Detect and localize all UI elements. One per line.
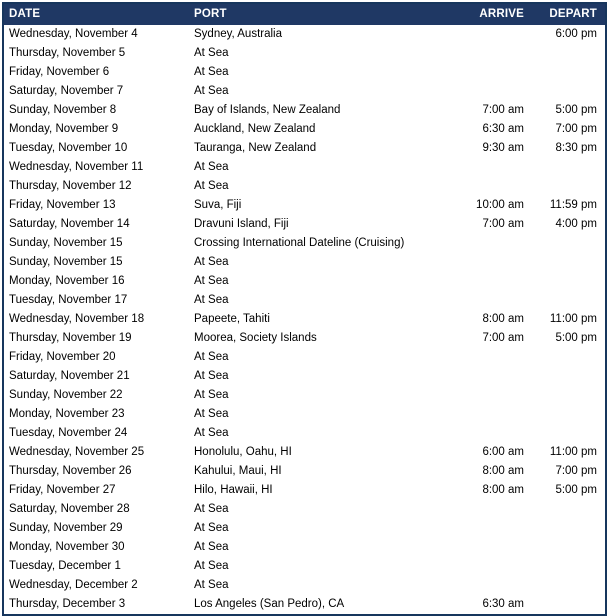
column-header-depart: DEPART: [532, 3, 606, 25]
cell-port: Auckland, New Zealand: [194, 123, 316, 135]
table-row: [3, 519, 606, 538]
cell-arrive: [464, 367, 532, 386]
cell-arrive: [464, 177, 532, 196]
cell-date: Tuesday, November 24: [9, 427, 128, 439]
cell-port: At Sea: [194, 408, 229, 420]
cell-port: Kahului, Maui, HI: [194, 465, 282, 477]
table-row: [3, 595, 606, 615]
table-row: [3, 405, 606, 424]
cell-arrive: [464, 253, 532, 272]
cell-port: Los Angeles (San Pedro), CA: [194, 598, 345, 610]
cell-date: Thursday, November 19: [9, 332, 132, 344]
cell-port: At Sea: [194, 560, 229, 572]
cell-date: Friday, November 6: [9, 66, 110, 78]
cell-depart: 7:00 pm: [555, 123, 597, 135]
cell-depart: [532, 386, 606, 405]
cell-depart: [532, 291, 606, 310]
cell-depart: 6:00 pm: [555, 28, 597, 40]
cell-date: Tuesday, November 10: [9, 142, 128, 154]
column-header-arrive: ARRIVE: [464, 3, 532, 25]
cell-arrive: [464, 519, 532, 538]
cell-depart: [532, 158, 606, 177]
cell-depart: [532, 595, 606, 615]
cell-depart: [532, 367, 606, 386]
table-row: [3, 196, 606, 215]
cell-port: At Sea: [194, 351, 229, 363]
cell-date: Thursday, November 26: [9, 465, 132, 477]
column-header-date: DATE: [3, 3, 189, 25]
cell-port: At Sea: [194, 275, 229, 287]
table-row: [3, 348, 606, 367]
table-row: [3, 272, 606, 291]
cell-port: At Sea: [194, 47, 229, 59]
cell-depart: [532, 253, 606, 272]
cell-depart: 11:00 pm: [549, 446, 597, 458]
cell-arrive: [464, 348, 532, 367]
table-row: [3, 158, 606, 177]
cell-arrive: 6:30 am: [482, 598, 524, 610]
cell-date: Sunday, November 15: [9, 256, 123, 268]
itinerary-document: [0, 2, 607, 610]
cell-arrive: 7:00 am: [482, 104, 524, 116]
cell-date: Tuesday, December 1: [9, 560, 121, 572]
table-row: [3, 139, 606, 158]
cell-port: At Sea: [194, 180, 229, 192]
cell-port: At Sea: [194, 161, 229, 173]
cell-port: Sydney, Australia: [194, 28, 283, 40]
cell-depart: 8:30 pm: [555, 142, 597, 154]
table-header: [3, 3, 606, 25]
cell-date: Monday, November 9: [9, 123, 119, 135]
table-row: [3, 500, 606, 519]
cell-arrive: [464, 424, 532, 443]
cell-port: Hilo, Hawaii, HI: [194, 484, 273, 496]
cell-port: At Sea: [194, 427, 229, 439]
cell-port: Crossing International Dateline (Cruising): [194, 237, 405, 249]
cell-date: Friday, November 27: [9, 484, 116, 496]
cell-depart: [532, 424, 606, 443]
table-header-row: [3, 3, 606, 25]
cell-date: Sunday, November 29: [9, 522, 123, 534]
cell-port: Suva, Fiji: [194, 199, 242, 211]
table-row: [3, 177, 606, 196]
cell-arrive: [464, 576, 532, 595]
cell-depart: [532, 538, 606, 557]
table-row: [3, 253, 606, 272]
table-row: [3, 63, 606, 82]
cell-arrive: 10:00 am: [476, 199, 524, 211]
cell-port: At Sea: [194, 389, 229, 401]
cell-depart: 4:00 pm: [555, 218, 597, 230]
cell-date: Thursday, December 3: [9, 598, 126, 610]
cell-date: Sunday, November 22: [9, 389, 123, 401]
cell-depart: [532, 82, 606, 101]
table-row: [3, 291, 606, 310]
table-row: [3, 462, 606, 481]
cell-date: Saturday, November 7: [9, 85, 124, 97]
cell-arrive: [464, 63, 532, 82]
cell-port: Honolulu, Oahu, HI: [194, 446, 292, 458]
cell-arrive: [464, 386, 532, 405]
cell-port: At Sea: [194, 294, 229, 306]
cell-port: At Sea: [194, 503, 229, 515]
cell-date: Sunday, November 8: [9, 104, 117, 116]
cell-depart: [532, 44, 606, 63]
cell-date: Monday, November 23: [9, 408, 125, 420]
cell-port: Tauranga, New Zealand: [194, 142, 317, 154]
cell-port: Papeete, Tahiti: [194, 313, 270, 325]
cell-arrive: 8:00 am: [482, 313, 524, 325]
table-row: [3, 234, 606, 253]
cell-arrive: 7:00 am: [482, 218, 524, 230]
cell-date: Wednesday, November 25: [9, 446, 145, 458]
cell-date: Thursday, November 5: [9, 47, 126, 59]
table-row: [3, 120, 606, 139]
cell-date: Saturday, November 21: [9, 370, 130, 382]
table-row: [3, 443, 606, 462]
column-header-port: PORT: [189, 3, 464, 25]
cell-port: At Sea: [194, 522, 229, 534]
cell-arrive: 7:00 am: [482, 332, 524, 344]
cell-arrive: [464, 557, 532, 576]
cell-arrive: [464, 44, 532, 63]
cell-depart: [532, 500, 606, 519]
cell-date: Wednesday, November 18: [9, 313, 145, 325]
cell-arrive: 6:30 am: [482, 123, 524, 135]
cell-arrive: [464, 272, 532, 291]
cell-arrive: 8:00 am: [482, 465, 524, 477]
cell-date: Thursday, November 12: [9, 180, 132, 192]
table-row: [3, 25, 606, 44]
cell-port: At Sea: [194, 85, 229, 97]
cell-port: Moorea, Society Islands: [194, 332, 317, 344]
cell-arrive: [464, 538, 532, 557]
cell-depart: [532, 405, 606, 424]
cell-date: Friday, November 20: [9, 351, 116, 363]
table-row: [3, 215, 606, 234]
cell-depart: [532, 348, 606, 367]
cell-depart: 5:00 pm: [555, 484, 597, 496]
cell-port: At Sea: [194, 579, 229, 591]
cell-port: At Sea: [194, 370, 229, 382]
table-row: [3, 557, 606, 576]
cell-date: Monday, November 16: [9, 275, 125, 287]
table-row: [3, 481, 606, 500]
table-row: [3, 310, 606, 329]
cell-date: Wednesday, November 11: [9, 161, 144, 173]
cell-depart: 11:59 pm: [549, 199, 597, 211]
cell-port: At Sea: [194, 66, 229, 78]
cell-date: Saturday, November 14: [9, 218, 130, 230]
cell-depart: 5:00 pm: [555, 104, 597, 116]
cell-depart: [532, 177, 606, 196]
itinerary-table: [2, 2, 607, 616]
cell-date: Friday, November 13: [9, 199, 116, 211]
cell-port: At Sea: [194, 256, 229, 268]
cell-port: Dravuni Island, Fiji: [194, 218, 289, 230]
cell-arrive: [464, 405, 532, 424]
table-row: [3, 386, 606, 405]
cell-port: At Sea: [194, 541, 229, 553]
table-row: [3, 538, 606, 557]
cell-date: Wednesday, December 2: [9, 579, 138, 591]
cell-arrive: 8:00 am: [482, 484, 524, 496]
table-row: [3, 329, 606, 348]
cell-arrive: 9:30 am: [482, 142, 524, 154]
cell-arrive: [464, 158, 532, 177]
cell-depart: 5:00 pm: [555, 332, 597, 344]
cell-arrive: [464, 25, 532, 44]
cell-depart: [532, 557, 606, 576]
table-row: [3, 367, 606, 386]
cell-arrive: [464, 234, 532, 253]
table-row: [3, 576, 606, 595]
table-row: [3, 44, 606, 63]
cell-arrive: [464, 291, 532, 310]
table-row: [3, 424, 606, 443]
cell-depart: [532, 234, 606, 253]
cell-date: Sunday, November 15: [9, 237, 123, 249]
table-row: [3, 101, 606, 120]
table-body: [3, 25, 606, 615]
cell-depart: [532, 272, 606, 291]
cell-depart: 7:00 pm: [555, 465, 597, 477]
table-row: [3, 82, 606, 101]
cell-depart: [532, 576, 606, 595]
cell-arrive: 6:00 am: [482, 446, 524, 458]
cell-port: Bay of Islands, New Zealand: [194, 104, 341, 116]
cell-arrive: [464, 82, 532, 101]
cell-depart: [532, 63, 606, 82]
cell-arrive: [464, 500, 532, 519]
cell-date: Saturday, November 28: [9, 503, 130, 515]
cell-depart: 11:00 pm: [549, 313, 597, 325]
cell-date: Monday, November 30: [9, 541, 125, 553]
cell-date: Tuesday, November 17: [9, 294, 128, 306]
cell-depart: [532, 519, 606, 538]
cell-date: Wednesday, November 4: [9, 28, 138, 40]
